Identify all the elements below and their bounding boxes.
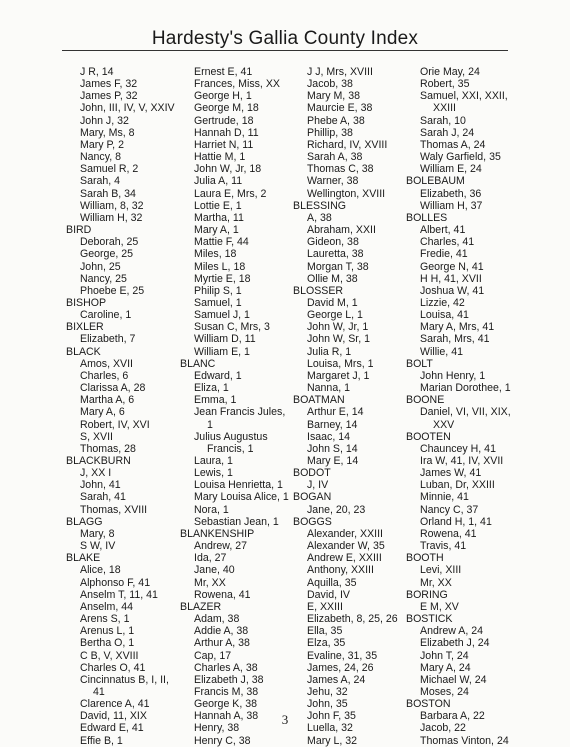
index-entry: Amos, XVII (80, 357, 133, 370)
index-entry: John F, 35 (307, 710, 356, 723)
index-entry: Eliza, 1 (194, 382, 229, 395)
index-entry: Richard, IV, XVIII (307, 138, 388, 151)
index-entry: Anselm, 44 (80, 600, 133, 613)
index-entry: Evaline, 31, 35 (307, 649, 378, 662)
index-entry: George M, 18 (194, 102, 259, 115)
index-entry: Sarah, Mrs, 41 (420, 333, 490, 346)
entry-continuation: XXV (433, 418, 455, 431)
index-entry: Clarence A, 41 (80, 698, 150, 711)
index-entry: Ernest E, 41 (194, 66, 253, 78)
surname-heading: BLAZER (180, 600, 222, 613)
index-entry: J R, 14 (80, 66, 114, 78)
index-entry: Lizzie, 42 (420, 296, 465, 309)
surname-heading: BLOSSER (293, 284, 344, 297)
surname-heading: BLACK (66, 345, 101, 358)
index-entry: Elza, 35 (307, 637, 346, 650)
index-entry: Jean Francis Jules, (194, 406, 286, 419)
index-entry: John W, Sr, 1 (307, 333, 371, 346)
entry-continuation: XXIII (433, 102, 456, 115)
index-entry: Samuel, XXI, XXII, (420, 90, 508, 103)
index-column-3 (293, 66, 409, 747)
index-entry: Elizabeth, 8, 25, 26 (307, 613, 398, 626)
index-entry: Myrtie E, 18 (194, 272, 251, 285)
index-entry: Andrew E, XXIII (307, 552, 382, 565)
surname-heading: BOONE (406, 394, 445, 407)
index-entry: Maurcie E, 38 (307, 102, 373, 115)
index-entry: Miles L, 18 (194, 260, 246, 273)
surname-heading: BOOTH (406, 552, 444, 565)
index-entry: Clarissa A, 28 (80, 382, 146, 395)
index-entry: George N, 41 (420, 260, 484, 273)
surname-heading: BORING (406, 588, 448, 601)
index-entry: Ollie M, 38 (307, 272, 358, 285)
index-entry: Mary, Ms, 8 (80, 126, 135, 139)
index-entry: Sebastian Jean, 1 (194, 515, 279, 528)
index-entry: Anselm T, 11, 41 (80, 588, 158, 601)
index-entry: Hattie M, 1 (194, 151, 246, 164)
index-entry: Thomas Vinton, 24 (420, 734, 509, 747)
index-entry: Addie A, 38 (194, 625, 249, 638)
index-entry: Wellington, XVIII (307, 187, 386, 200)
index-entry: Edward E, 41 (80, 722, 144, 735)
index-entry: Frances, Miss, XX (194, 78, 280, 91)
index-entry: Albert, 41 (420, 224, 466, 237)
index-entry: Phoebe E, 25 (80, 284, 145, 297)
index-entry: Henry, 38 (194, 722, 240, 735)
surname-heading: BOOTEN (406, 430, 451, 443)
index-entry: Moses, 24 (420, 685, 469, 698)
index-entry: Jehu, 32 (307, 685, 348, 698)
index-entry: H H, 41, XVII (420, 272, 482, 285)
index-entry: Arthur E, 14 (307, 406, 364, 419)
index-entry: Sarah A, 38 (307, 151, 363, 164)
surname-heading: BOATMAN (293, 394, 345, 407)
index-entry: Andrew, 27 (194, 540, 248, 553)
surname-heading: BLANKENSHIP (180, 527, 255, 540)
index-entry: Fredie, 41 (420, 248, 468, 261)
index-entry: Lottie E, 1 (194, 199, 242, 212)
index-entry: James A, 24 (307, 673, 366, 686)
surname-heading: BOLLES (406, 211, 448, 224)
index-entry: Nancy, 25 (80, 272, 127, 285)
entry-continuation: Francis, 1 (207, 442, 254, 455)
index-entry: Robert, IV, XVI (80, 418, 150, 431)
index-entry: Hannah D, 11 (194, 126, 259, 139)
index-entry: Arens S, 1 (80, 613, 130, 626)
index-entry: Julius Augustus (194, 430, 268, 443)
index-entry: Elizabeth, 7 (80, 333, 136, 346)
index-entry: Mary P, 2 (80, 138, 124, 151)
index-entry: Louisa, 41 (420, 309, 469, 322)
surname-heading: BLAGG (66, 515, 103, 528)
index-entry: Sarah, 41 (80, 491, 126, 504)
index-entry: John W, Jr, 1 (307, 321, 369, 334)
index-entry: Julia R, 1 (307, 345, 352, 358)
entry-continuation: 41 (93, 685, 105, 698)
title-rule (62, 50, 508, 51)
index-entry: John, 35 (307, 698, 348, 711)
index-entry: E M, XV (420, 600, 459, 613)
index-entry: Arenus L, 1 (80, 625, 135, 638)
index-entry: John, 25 (80, 260, 121, 273)
index-entry: Louisa, Mrs, 1 (307, 357, 374, 370)
surname-heading: BISHOP (66, 296, 107, 309)
index-entry: Jacob, 38 (307, 78, 353, 91)
index-entry: Luella, 32 (307, 722, 353, 735)
index-entry: Henry C, 38 (194, 734, 251, 747)
index-entry: Charles, 41 (420, 236, 475, 249)
index-entry: Laura, 1 (194, 455, 233, 467)
index-entry: Miles, 18 (194, 248, 237, 261)
index-entry: Waly Garfield, 35 (420, 151, 501, 164)
index-entry: Joshua W, 41 (420, 284, 485, 297)
index-entry: Samuel, 1 (194, 296, 242, 309)
index-entry: George, 25 (80, 248, 134, 261)
index-entry: Morgan T, 38 (307, 260, 369, 273)
index-entry: John, 41 (80, 479, 121, 492)
index-entry: Robert, 35 (420, 78, 470, 91)
index-entry: Mary, 8 (80, 527, 115, 540)
index-entry: William D, 11 (194, 333, 256, 346)
index-entry: Jacob, 22 (420, 722, 466, 735)
index-entry: Jane, 20, 23 (307, 503, 366, 516)
index-entry: William, 8, 32 (80, 199, 144, 212)
index-entry: Thomas, XVIII (80, 503, 148, 516)
index-entry: Mr, XX (420, 576, 452, 589)
index-entry: David, IV (307, 588, 350, 601)
index-entry: Mary A, 1 (194, 224, 239, 237)
index-entry: Adam, 38 (194, 613, 240, 626)
index-entry: Thomas C, 38 (307, 163, 374, 176)
index-entry: James F, 32 (80, 78, 138, 91)
surname-heading: BOSTON (406, 698, 451, 711)
index-entry: E, XXIII (307, 600, 343, 613)
index-entry: James W, 41 (420, 467, 482, 480)
surname-heading: BLACKBURN (66, 455, 131, 467)
surname-heading: BODOT (293, 467, 331, 480)
entry-continuation: 1 (207, 418, 213, 431)
index-entry: Effie B, 1 (80, 734, 123, 747)
index-entry: Abraham, XXII (307, 224, 376, 237)
index-entry: Mary M, 38 (307, 90, 360, 103)
index-column-4 (406, 66, 518, 747)
surname-heading: BLESSING (293, 199, 346, 212)
index-entry: S W, IV (80, 540, 116, 553)
index-entry: Daniel, VI, VII, XIX, (420, 406, 511, 419)
index-entry: Martha, 11 (194, 211, 244, 224)
index-entry: Nanna, 1 (307, 382, 350, 395)
index-entry: Lauretta, 38 (307, 248, 364, 261)
index-entry: John S, 14 (307, 442, 358, 455)
index-column-1 (66, 66, 174, 747)
index-entry: George H, 1 (194, 90, 252, 103)
index-entry: Barney, 14 (307, 418, 358, 431)
index-entry: Mary Louisa Alice, 1 (194, 491, 289, 504)
index-entry: Louisa Henrietta, 1 (194, 479, 283, 492)
index-entry: Warner, 38 (307, 175, 359, 188)
surname-heading: BOLT (406, 357, 433, 370)
index-entry: Nancy C, 37 (420, 503, 479, 516)
index-entry: Charles, 6 (80, 369, 129, 382)
index-entry: Caroline, 1 (80, 309, 132, 322)
index-entry: Julia A, 11 (194, 175, 243, 188)
surname-heading: BIRD (66, 224, 92, 237)
index-entry: Thomas, 28 (80, 442, 136, 455)
surname-heading: BLAKE (66, 552, 101, 565)
index-entry: Elizabeth, 36 (420, 187, 482, 200)
index-entry: George L, 1 (307, 309, 363, 322)
index-entry: Levi, XIII (420, 564, 462, 577)
index-entry: Orland H, 1, 41 (420, 515, 492, 528)
index-entry: Arthur A, 38 (194, 637, 250, 650)
index-entry: Francis M, 38 (194, 685, 259, 698)
index-entry: Charles A, 38 (194, 661, 258, 674)
index-entry: Margaret J, 1 (307, 369, 370, 382)
index-entry: Nancy, 8 (80, 151, 122, 164)
index-column-2 (180, 66, 290, 747)
index-entry: Phebe A, 38 (307, 114, 365, 127)
index-entry: Anthony, XXIII (307, 564, 374, 577)
index-entry: Travis, 41 (420, 540, 467, 553)
index-entry: Hannah A, 38 (194, 710, 259, 723)
surname-heading: BIXLER (66, 321, 104, 334)
index-entry: John Henry, 1 (420, 369, 486, 382)
surname-heading: BOSTICK (406, 613, 453, 626)
index-entry: Mary A, 24 (420, 661, 471, 674)
index-entry: David, 11, XIX (80, 710, 147, 723)
index-entry: Aquilla, 35 (307, 576, 357, 589)
page-number: 3 (281, 712, 289, 727)
index-entry: Alphonso F, 41 (80, 576, 151, 589)
index-entry: Bertha O, 1 (80, 637, 135, 650)
index-entry: Andrew A, 24 (420, 625, 484, 638)
index-entry: Chauncey H, 41 (420, 442, 496, 455)
index-entry: Mattie F, 44 (194, 236, 249, 249)
index-entry: J, XX I (80, 467, 112, 480)
index-entry: S, XVII (80, 430, 113, 443)
surname-heading: BOGGS (293, 515, 332, 528)
index-entry: Samuel J, 1 (194, 309, 250, 322)
index-entry: Alexander, XXIII (307, 527, 383, 540)
index-entry: Sarah B, 34 (80, 187, 136, 200)
index-entry: J, IV (307, 479, 329, 492)
index-entry: J J, Mrs, XVIII (307, 66, 373, 78)
index-entry: Samuel R, 2 (80, 163, 139, 176)
index-entry: Charles O, 41 (80, 661, 146, 674)
index-entry: Edward, 1 (194, 369, 242, 382)
index-entry: Mary E, 14 (307, 455, 359, 467)
index-entry: John T, 24 (420, 649, 469, 662)
index-entry: Elizabeth J, 24 (420, 637, 490, 650)
index-entry: Marian Dorothee, 1 (420, 382, 511, 395)
index-entry: Orie May, 24 (420, 66, 480, 78)
index-entry: Mary L, 32 (307, 734, 358, 747)
index-entry: Alice, 18 (80, 564, 121, 577)
page-title: Hardesty's Gallia County Index (151, 28, 419, 49)
index-entry: Sarah, 10 (420, 114, 466, 127)
surname-heading: BOGAN (293, 491, 332, 504)
index-entry: Gideon, 38 (307, 236, 359, 249)
index-entry: Alexander W, 35 (307, 540, 385, 553)
index-entry: David M, 1 (307, 296, 358, 309)
index-entry: Jane, 40 (194, 564, 235, 577)
surname-heading: BOLEBAUM (406, 175, 465, 188)
index-entry: Ella, 35 (307, 625, 343, 638)
index-entry: Phillip, 38 (307, 126, 353, 139)
index-entry: William H, 32 (80, 211, 143, 224)
index-entry: William E, 24 (420, 163, 482, 176)
index-entry: Martha A, 6 (80, 394, 135, 407)
index-entry: William H, 37 (420, 199, 483, 212)
index-entry: Michael W, 24 (420, 673, 487, 686)
index-entry: A, 38 (307, 211, 332, 224)
index-entry: John, III, IV, V, XXIV (80, 102, 175, 115)
index-entry: Ida, 27 (194, 552, 227, 565)
index-entry: Laura E, Mrs, 2 (194, 187, 267, 200)
index-entry: Rowena, 41 (194, 588, 251, 601)
index-entry: Deborah, 25 (80, 236, 139, 249)
index-entry: Harriet N, 11 (194, 138, 254, 151)
index-entry: Mary A, 6 (80, 406, 125, 419)
index-entry: Luban, Dr, XXIII (420, 479, 495, 492)
index-entry: Isaac, 14 (307, 430, 350, 443)
index-entry: John J, 32 (80, 114, 129, 127)
index-entry: William E, 1 (194, 345, 250, 358)
index-entry: Thomas A, 24 (420, 138, 486, 151)
index-entry: C B, V, XVIII (80, 649, 139, 662)
index-entry: Mr, XX (194, 576, 226, 589)
index-entry: Minnie, 41 (420, 491, 469, 504)
index-entry: James P, 32 (80, 90, 138, 103)
index-entry: Mary A, Mrs, 41 (420, 321, 495, 334)
index-entry: Gertrude, 18 (194, 114, 254, 127)
index-entry: Susan C, Mrs, 3 (194, 321, 270, 334)
index-entry: George K, 38 (194, 698, 258, 711)
surname-heading: BLANC (180, 357, 216, 370)
index-entry: Emma, 1 (194, 394, 237, 407)
index-entry: Sarah J, 24 (420, 126, 475, 139)
index-entry: John W, Jr, 18 (194, 163, 262, 176)
index-entry: James, 24, 26 (307, 661, 374, 674)
index-entry: Nora, 1 (194, 503, 229, 516)
index-entry: Ira W, 41, IV, XVII (420, 455, 504, 467)
index-entry: Cap, 17 (194, 649, 232, 662)
index-entry: Willie, 41 (420, 345, 463, 358)
index-entry: Elizabeth J, 38 (194, 673, 264, 686)
index-entry: Lewis, 1 (194, 467, 233, 480)
index-entry: Rowena, 41 (420, 527, 477, 540)
index-entry: Philip S, 1 (194, 284, 242, 297)
index-entry: Sarah, 4 (80, 175, 121, 188)
index-entry: Barbara A, 22 (420, 710, 485, 723)
index-entry: Cincinnatus B, I, II, (80, 673, 169, 686)
